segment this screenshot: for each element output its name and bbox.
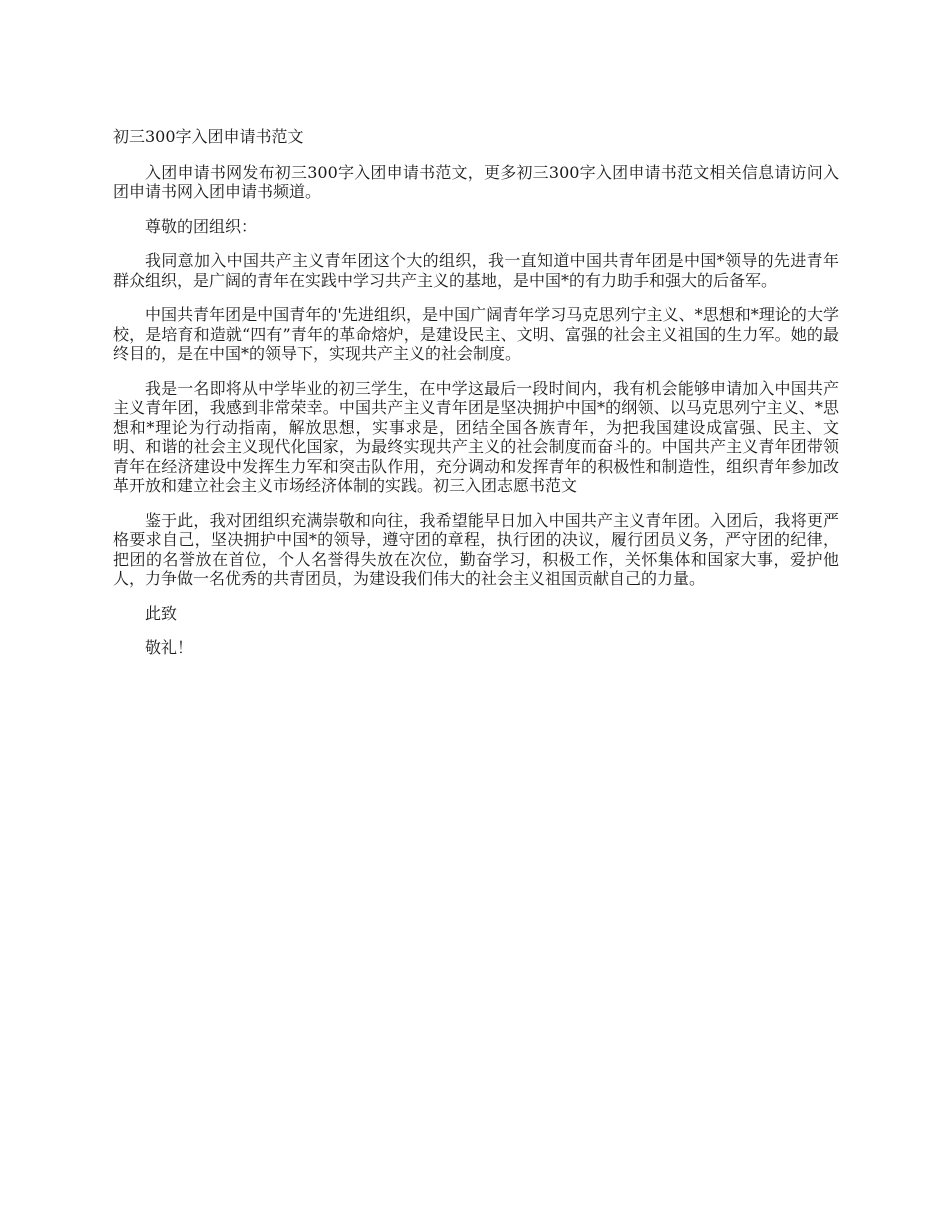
salutation: 尊敬的团组织： bbox=[145, 216, 258, 236]
closing-line: 此致 bbox=[145, 603, 178, 623]
body-paragraph-2: 中国共青年团是中国青年的'先进组织，是中国广阔青年学习马克思列宁主义、*思想和*理论的大学校，是培育和造就“四有”青年的革命熔炉，是建设民主、文明、富强的社会主义祖国的生力军。她的最终目的，是在中国*的领导下，实现共产主义的社会制度。 bbox=[113, 305, 839, 363]
intro-paragraph: 入团申请书网发布初三300字入团申请书范文，更多初三300字入团申请书范文相关信息请访问入团申请书网入团申请书频道。 bbox=[113, 162, 839, 201]
document-title: 初三300字入团申请书范文 bbox=[113, 127, 304, 146]
body-paragraph-3: 我是一名即将从中学毕业的初三学生，在中学这最后一段时间内，我有机会能够申请加入中国共产主义青年团，我感到非常荣幸。中国共产主义青年团是坚决拥护中国*的纲领、以马克思列宁主义、*思想和*理论为行动指南，解放思想，实事求是，团结全国各族青年，为把我国建设成富强、民主、文明、和谐的社会主义现代化国家，为最终实现共产主义的社会制度而奋斗的。中国共产主义青年团带领青年在经济建设中发挥生力军和突击队作用，充分调动和发挥青年的积极性和制造性，组织青年参加改革开放和建立社会主义市场经济体制的实践。初三入团志愿书范文 bbox=[113, 378, 839, 495]
document-body bbox=[113, 127, 839, 673]
body-paragraph-4: 鉴于此，我对团组织充满崇敬和向往，我希望能早日加入中国共产主义青年团。入团后，我将更严格要求自己，坚决拥护中国*的领导，遵守团的章程，执行团的决议，履行团员义务，严守团的纪律，把团的名誉放在首位，个人名誉得失放在次位，勤奋学习，积极工作，关怀集体和国家大事，爱护他人，力争做一名优秀的共青团员，为建设我们伟大的社会主义祖国贡献自己的力量。 bbox=[113, 510, 839, 588]
closing-regards: 敬礼！ bbox=[145, 638, 194, 657]
body-paragraph-1: 我同意加入中国共产主义青年团这个大的组织，我一直知道中国共青年团是中国*领导的先进青年群众组织，是广阔的青年在实践中学习共产主义的基地，是中国*的有力助手和强大的后备军。 bbox=[113, 251, 839, 290]
